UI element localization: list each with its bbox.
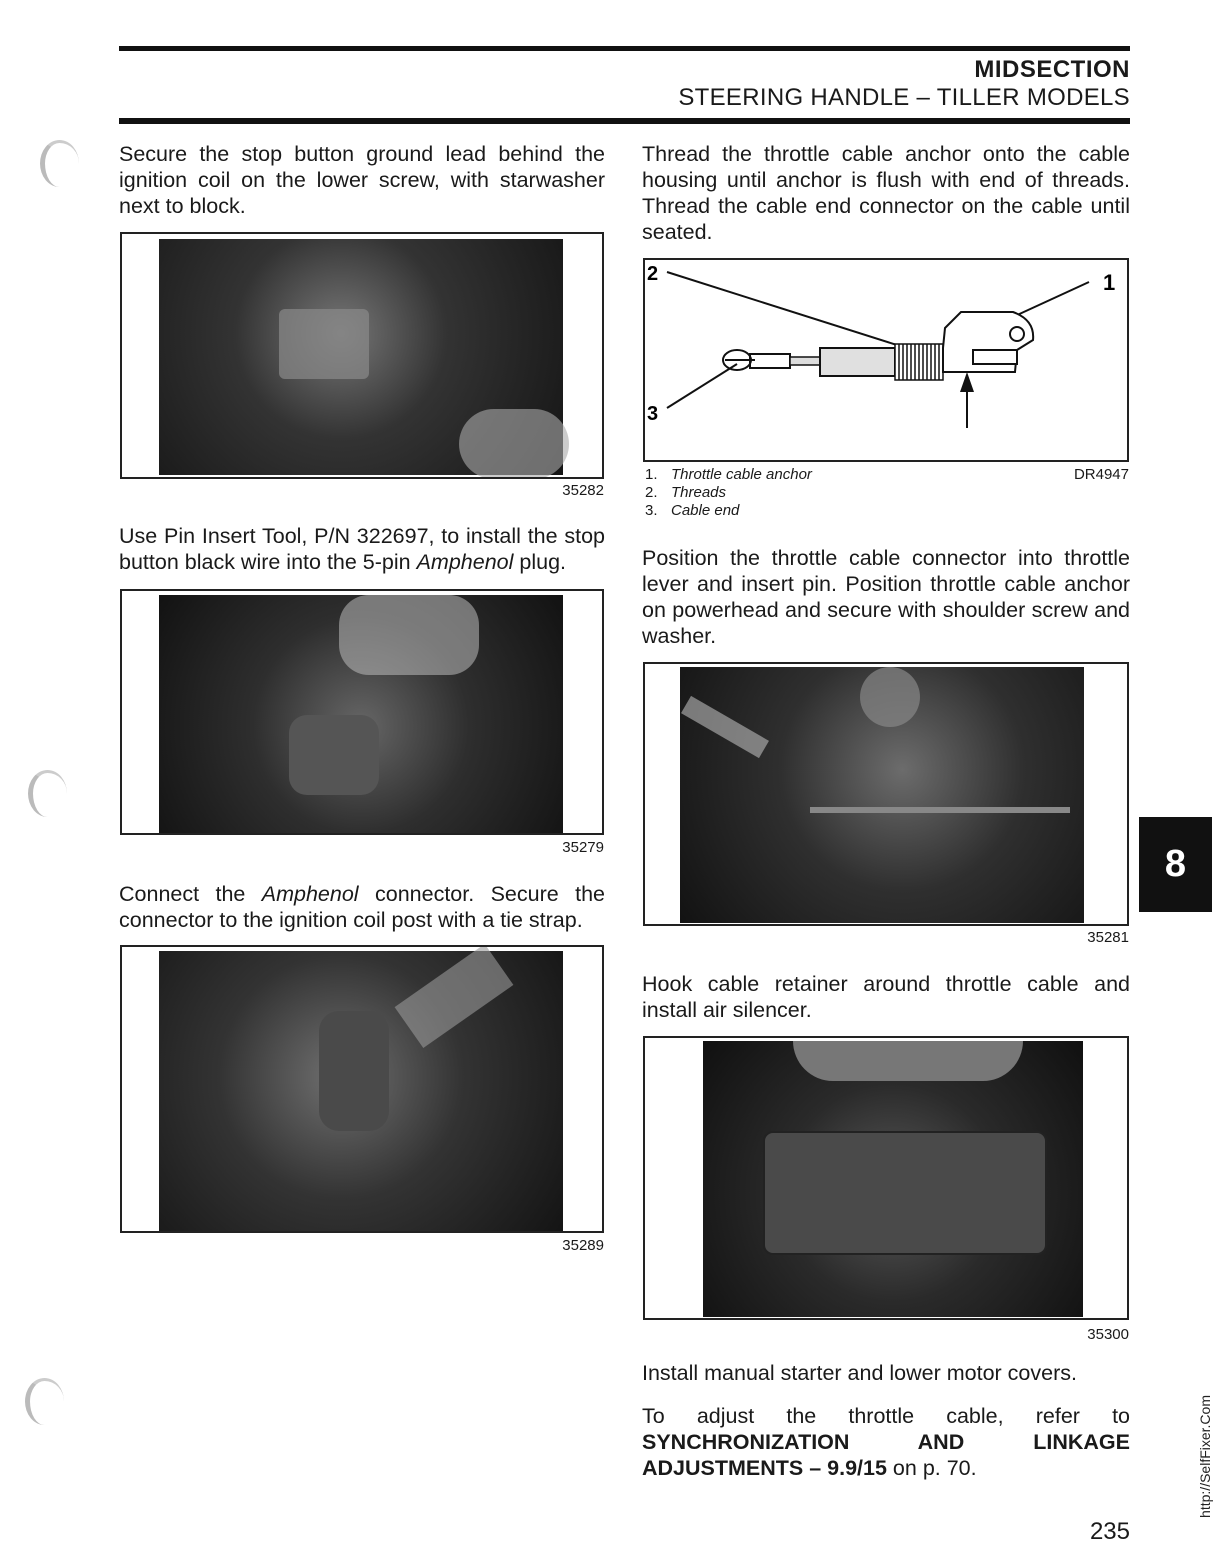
photo-detail xyxy=(395,945,514,1048)
legend-item xyxy=(645,484,945,502)
cross-reference[interactable]: SYNCHRONIZATION AND LINKAGE ADJUSTMENTS – 9.9/15 xyxy=(642,1430,1130,1480)
photo-image xyxy=(159,239,563,475)
left-paragraph-3 xyxy=(119,881,605,933)
callout-2: 2 xyxy=(647,263,659,285)
chapter-tab: 8 xyxy=(1139,817,1212,912)
page-number: 235 xyxy=(1089,1518,1130,1545)
figure-number: 35300 xyxy=(1087,1326,1129,1343)
legend-num: 3. xyxy=(645,502,658,519)
right-paragraph-5 xyxy=(642,1403,1130,1481)
callout-1: 1 xyxy=(1103,270,1116,295)
header-top-rule xyxy=(119,46,1130,51)
figure-number: 35282 xyxy=(562,482,604,499)
binder-hole xyxy=(25,1378,64,1425)
photo-image xyxy=(159,595,563,833)
photo-pin-insert-tool xyxy=(120,589,604,835)
photo-air-silencer xyxy=(643,1036,1129,1320)
text-run: To adjust the throttle cable, refer to xyxy=(642,1404,1130,1428)
photo-detail xyxy=(810,807,1070,813)
side-watermark-url: http://SelfFixer.Com xyxy=(1197,1395,1213,1518)
right-paragraph-4: Install manual starter and lower motor covers. xyxy=(642,1361,1077,1385)
diagram-number: DR4947 xyxy=(1073,466,1129,483)
text-run: connector. Secure the connector to the ignition coil post with a tie strap. xyxy=(119,882,605,932)
photo-detail xyxy=(289,715,379,795)
header-bottom-rule xyxy=(119,118,1130,124)
photo-amphenol-connector xyxy=(120,945,604,1233)
photo-detail xyxy=(860,667,920,727)
photo-detail xyxy=(339,595,479,675)
right-paragraph-3: Hook cable retainer around throttle cable and install air silencer. xyxy=(642,972,1130,1022)
legend-item xyxy=(645,502,945,520)
diagram-drawing xyxy=(645,260,1127,460)
photo-detail xyxy=(681,696,769,758)
figure-number: 35289 xyxy=(562,1237,604,1254)
amphenol-italic: Amphenol xyxy=(416,550,514,574)
photo-image xyxy=(680,667,1084,923)
subsection-title: STEERING HANDLE – TILLER MODELS xyxy=(678,84,1130,111)
text-run: plug. xyxy=(513,550,567,574)
legend-item xyxy=(645,466,945,484)
legend-text: Throttle cable anchor xyxy=(671,466,812,483)
amphenol-italic: Amphenol xyxy=(261,882,359,906)
callout-3: 3 xyxy=(647,403,659,425)
photo-detail xyxy=(763,1131,1047,1255)
threads xyxy=(895,344,943,380)
legend-text: Cable end xyxy=(671,502,740,519)
left-paragraph-1: Secure the stop button ground lead behind the ignition coil on the lower screw, with starwasher next to block. xyxy=(119,142,605,218)
photo-ignition-coil-ground xyxy=(120,232,604,479)
legend-num: 1. xyxy=(645,466,658,483)
text-run: on p. 70. xyxy=(886,1456,977,1480)
right-paragraph-2: Position the throttle cable connector into throttle lever and insert pin. Position throttle cable anchor on powerhead and secure with shoulder screw and washer. xyxy=(642,546,1130,648)
left-paragraph-2 xyxy=(119,523,605,575)
binder-hole xyxy=(40,140,79,187)
diagram-legend xyxy=(645,466,945,520)
photo-detail xyxy=(793,1041,1023,1081)
photo-throttle-lever xyxy=(643,662,1129,926)
photo-image xyxy=(159,951,563,1231)
photo-detail xyxy=(319,1011,389,1131)
photo-detail xyxy=(279,309,369,379)
text-run: Connect the xyxy=(119,882,262,906)
photo-image xyxy=(703,1041,1083,1317)
section-title: MIDSECTION xyxy=(974,56,1130,83)
photo-detail xyxy=(459,409,569,479)
throttle-cable-diagram xyxy=(643,258,1129,462)
binder-hole xyxy=(28,770,67,817)
legend-text: Threads xyxy=(671,484,727,501)
legend-num: 2. xyxy=(645,484,658,501)
figure-number: 35279 xyxy=(562,839,604,856)
text-run: Use Pin Insert Tool, P/N 322697, to install the stop button black wire into the 5-pin xyxy=(119,524,605,574)
figure-number: 35281 xyxy=(1087,929,1129,946)
right-paragraph-1: Thread the throttle cable anchor onto the cable housing until anchor is flush with end of threads. Thread the cable end connector on the cable until seated. xyxy=(642,142,1130,244)
